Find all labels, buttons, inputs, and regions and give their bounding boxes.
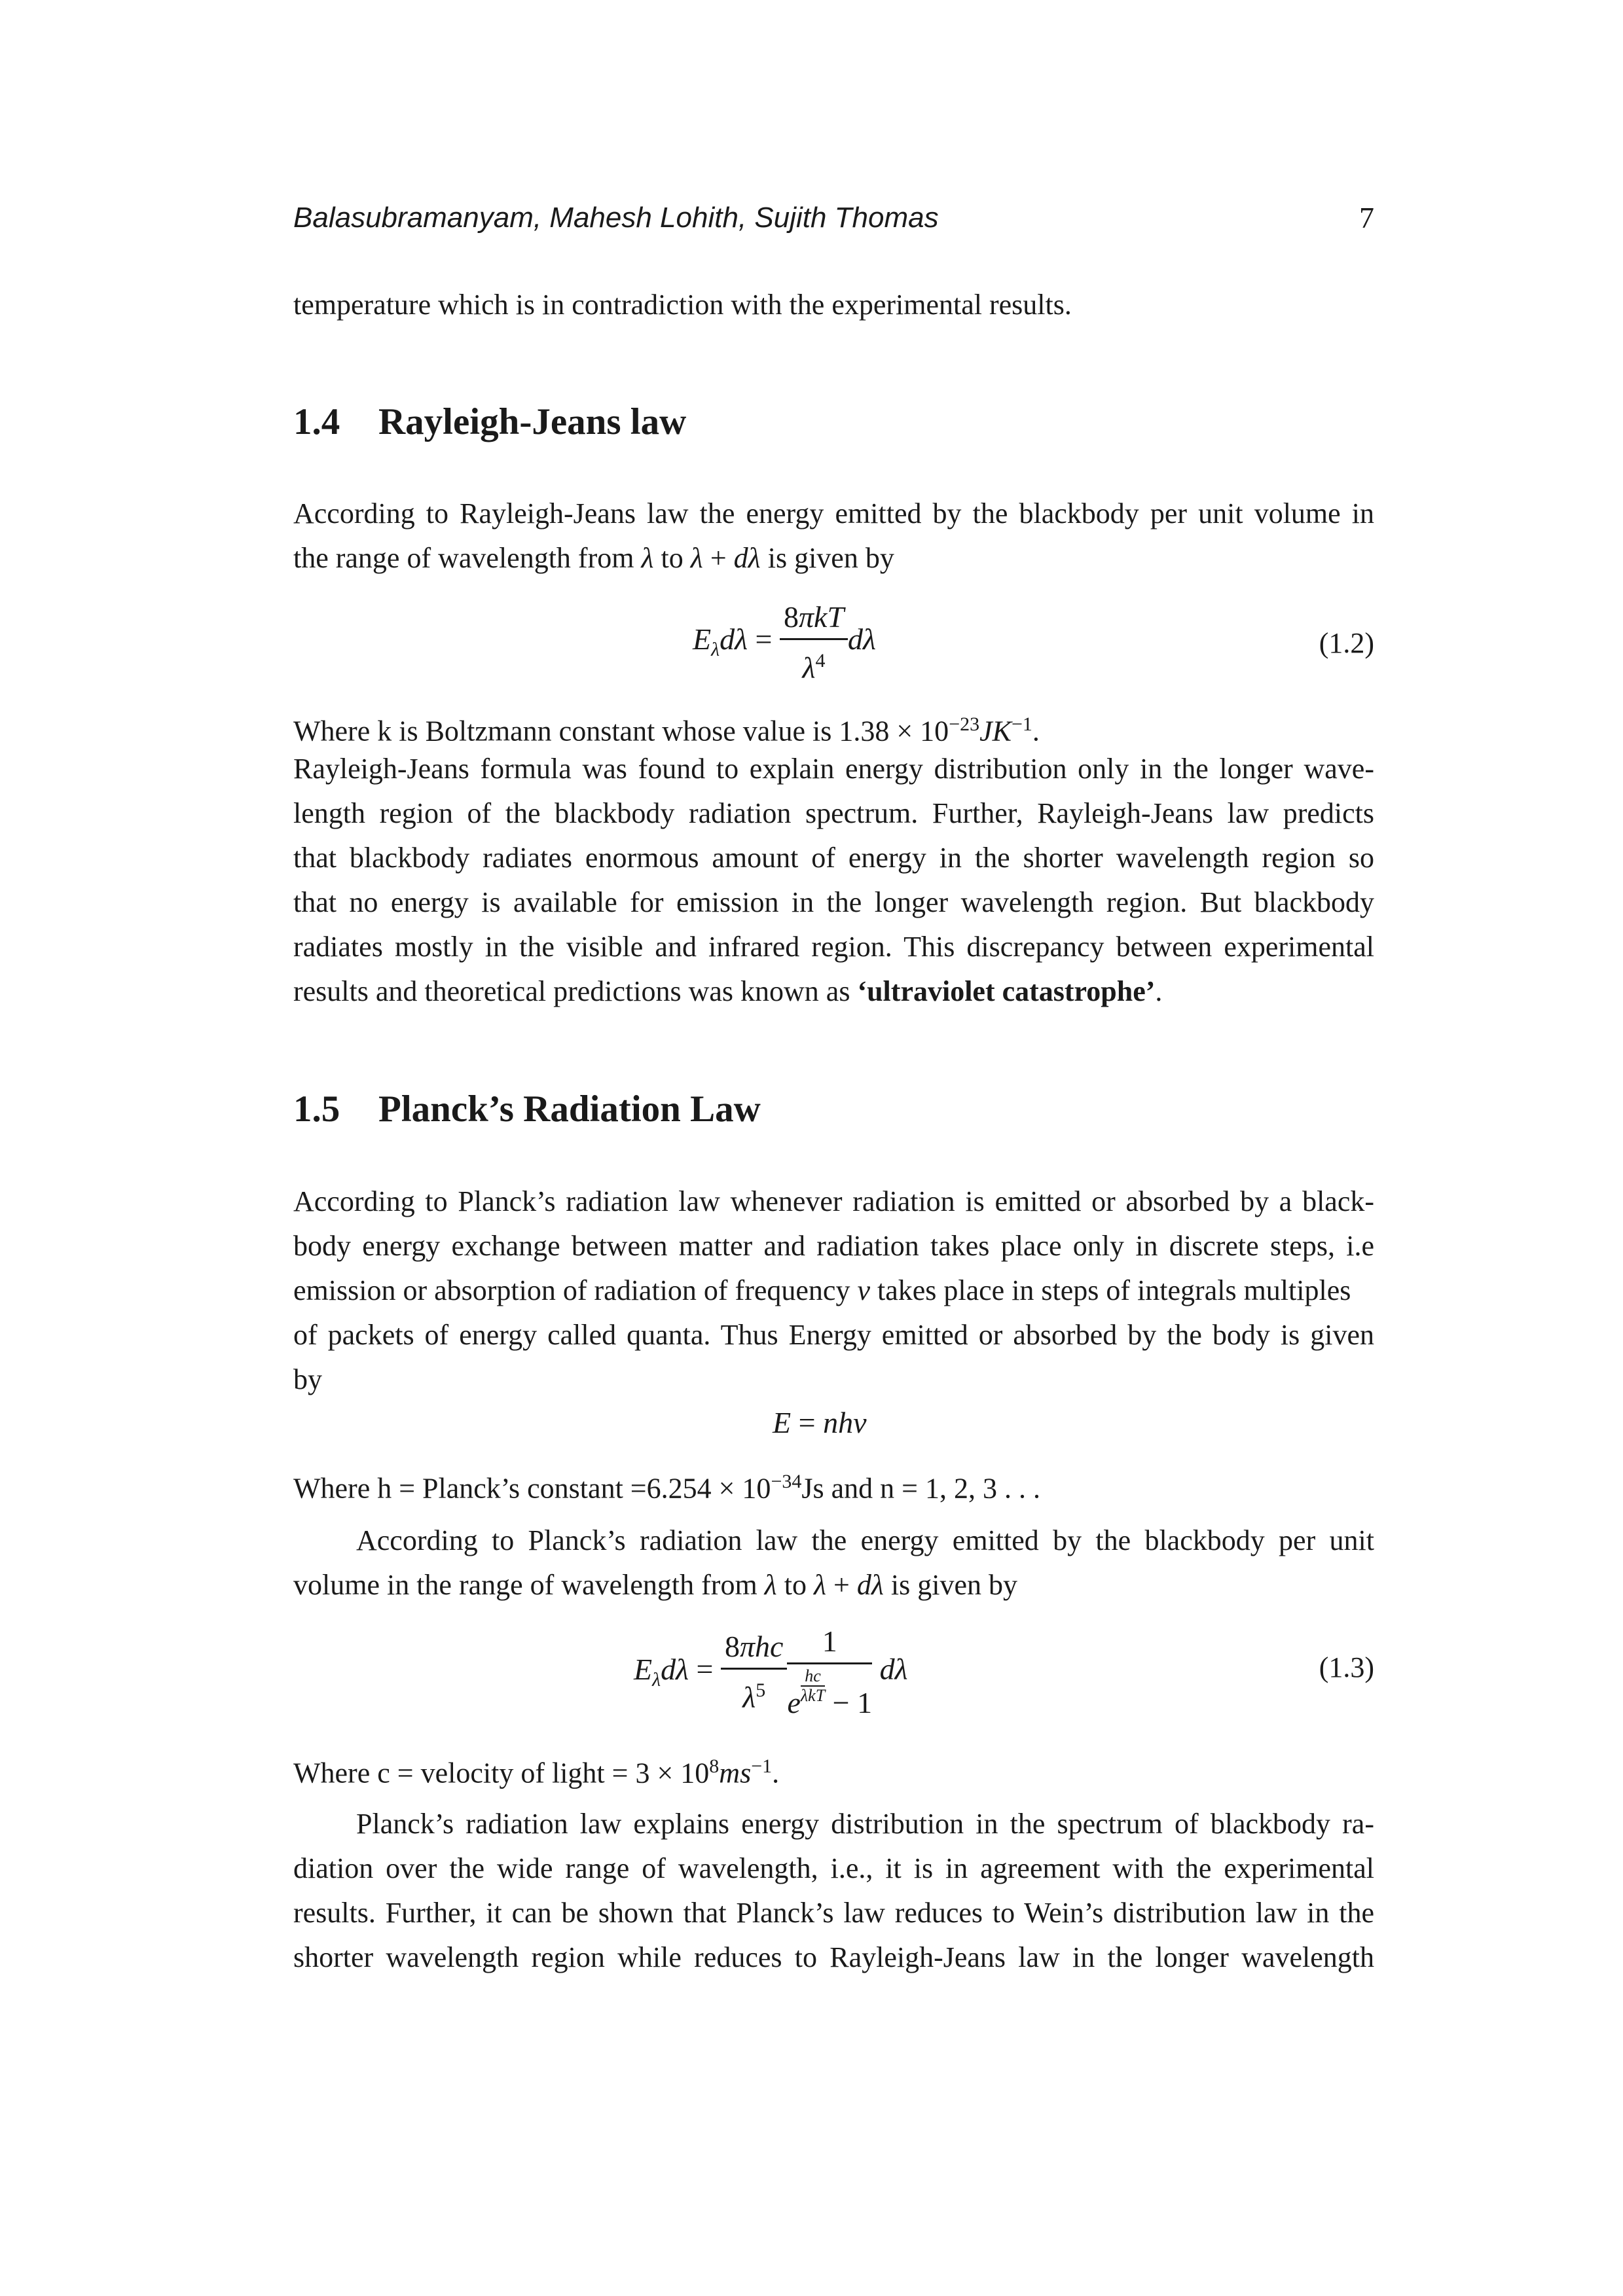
text-run: takes place in steps of integrals multiples — [869, 1274, 1351, 1306]
fraction: 1 e $\frac{hc}{\text{λkT}}$ − 1 — [787, 1624, 873, 1719]
equation-body: $E_\lambda d\lambda$ = $\frac{\text{8πkT}}{\lambda^4}$ dλ — [693, 599, 876, 686]
light-speed-paragraph — [293, 1744, 1374, 1789]
text-line — [293, 1460, 1374, 1504]
section-heading-1-5 — [293, 1083, 761, 1136]
exponent: −23 — [949, 713, 980, 735]
text-line: According to Planck’s radiation law whenever radiation is emitted or absorbed by a black- — [293, 1185, 1374, 1217]
text-run: the range of wavelength from — [293, 542, 642, 574]
boltzmann-value: 1.38 × 10 — [839, 715, 949, 747]
planck-paragraph-1 — [293, 1179, 1374, 1402]
text-run: Js and n = — [801, 1472, 925, 1505]
planck-paragraph-3 — [293, 1802, 1374, 1980]
section-number: 1.4 — [293, 401, 340, 442]
exponent: −34 — [771, 1471, 802, 1492]
text-line — [293, 969, 1374, 1014]
text-line: that no energy is available for emission in the longer wavelength region. But blackbody — [293, 886, 1374, 918]
intro-paragraph — [293, 283, 1374, 327]
math-lambda-plus-dlambda: λ + dλ — [813, 1569, 884, 1601]
text-line: that blackbody radiates enormous amount of energy in the shorter wavelength region so — [293, 842, 1374, 874]
unit: ms — [719, 1757, 752, 1789]
text-line: radiates mostly in the visible and infrared region. This discrepancy between experimental — [293, 931, 1374, 963]
text-line: According to Planck’s radiation law the energy emitted by the blackbody per unit — [356, 1524, 1374, 1556]
text-line — [293, 1563, 1374, 1607]
text-line — [293, 536, 1374, 581]
equation-1-2 — [293, 599, 1374, 704]
text-run: Where k is Boltzmann constant whose value is — [293, 715, 839, 747]
text-run: . — [772, 1757, 780, 1789]
section-title: Rayleigh-Jeans law — [378, 401, 687, 442]
section-heading-1-4 — [293, 396, 686, 448]
math-lambda: λ — [764, 1569, 777, 1601]
planck-constant-paragraph — [293, 1460, 1374, 1504]
math-lambda-plus-dlambda: λ + dλ — [690, 542, 761, 574]
text-line: shorter wavelength region while reduces to Rayleigh-Jeans law in the longer wavelength — [293, 1941, 1374, 1973]
page-number: 7 — [1359, 201, 1374, 234]
text-run: Where h = Planck’s constant = — [293, 1472, 647, 1505]
text-run: results and theoretical predictions was known as — [293, 975, 858, 1007]
math-nu: ν — [857, 1274, 870, 1306]
exponent: −1 — [751, 1755, 773, 1777]
text-run: Where c = velocity of light = — [293, 1757, 636, 1789]
text-run: is given by — [760, 542, 894, 574]
exponent: 8 — [709, 1755, 720, 1777]
text-line: diation over the wide range of wavelength, i.e., it is in agreement with the experimental — [293, 1852, 1374, 1884]
section-number: 1.5 — [293, 1088, 340, 1130]
math-lambda: λ — [641, 542, 654, 574]
text-run: volume in the range of wavelength from — [293, 1569, 765, 1601]
text-line: length region of the blackbody radiation spectrum. Further, Rayleigh-Jeans law predicts — [293, 797, 1374, 829]
text-line: According to Rayleigh-Jeans law the energy emitted by the blackbody per unit volume in — [293, 497, 1374, 529]
text-line: Planck’s radiation law explains energy distribution in the spectrum of blackbody ra- — [356, 1808, 1374, 1840]
rayleigh-paragraph-2 — [293, 702, 1374, 1014]
rayleigh-paragraph-1 — [293, 492, 1374, 581]
exponent: −1 — [1012, 713, 1032, 735]
light-value: 3 × 10 — [635, 1757, 710, 1789]
unit: JK — [979, 715, 1012, 747]
fraction: $\frac{\text{8πhc}}{\lambda^5}$ — [721, 1628, 787, 1715]
text-line: body energy exchange between matter and radiation takes place only in discrete steps, i.e — [293, 1230, 1374, 1262]
text-run: emission or absorption of radiation of frequency — [293, 1274, 858, 1306]
text-run: to — [653, 542, 691, 574]
text-line — [293, 1744, 1374, 1789]
text-line: of packets of energy called quanta. Thus Energy emitted or absorbed by the body is given — [293, 1319, 1374, 1351]
text-run: . — [1155, 975, 1163, 1007]
text-line: by — [293, 1363, 322, 1395]
running-head-authors: Balasubramanyam, Mahesh Lohith, Sujith Thomas — [293, 202, 939, 234]
equation-number: (1.2) — [1319, 627, 1374, 659]
section-title: Planck’s Radiation Law — [378, 1088, 761, 1130]
planck-value: 6.254 × 10 — [646, 1472, 771, 1505]
text-line: Rayleigh-Jeans formula was found to explain energy distribution only in the longer wave- — [293, 753, 1374, 785]
text-run: to — [776, 1569, 814, 1601]
bold-term: ‘ultraviolet catastrophe’ — [857, 975, 1156, 1007]
equation-number: (1.3) — [1319, 1651, 1374, 1683]
page-header — [293, 195, 1374, 241]
text-line: results. Further, it can be shown that Planck’s law reduces to Wein’s distribution law in the — [293, 1897, 1374, 1929]
equation-1-3 — [293, 1623, 1374, 1728]
text-line: Where k is Boltzmann constant whose value is $1.38 \times 10^{-23}JK^{-1}$. — [293, 713, 1040, 747]
text-line — [293, 1268, 1374, 1313]
n-values: 1, 2, 3 . . . — [924, 1472, 1040, 1505]
intro-line: temperature which is in contradiction with the experimental results. — [293, 289, 1072, 321]
equation-body: $E_\lambda d\lambda$ = $\frac{\text{8πhc}}{\lambda^5}$ 1 e $\frac{hc}{\text{λkT}}$ − 1 dλ — [634, 1623, 908, 1721]
planck-paragraph-2 — [293, 1518, 1374, 1607]
fraction: $\frac{\text{8πkT}}{\lambda^4}$ — [780, 599, 848, 686]
equation-e-nhv: E = nhν — [773, 1406, 867, 1439]
text-run: is given by — [883, 1569, 1018, 1601]
